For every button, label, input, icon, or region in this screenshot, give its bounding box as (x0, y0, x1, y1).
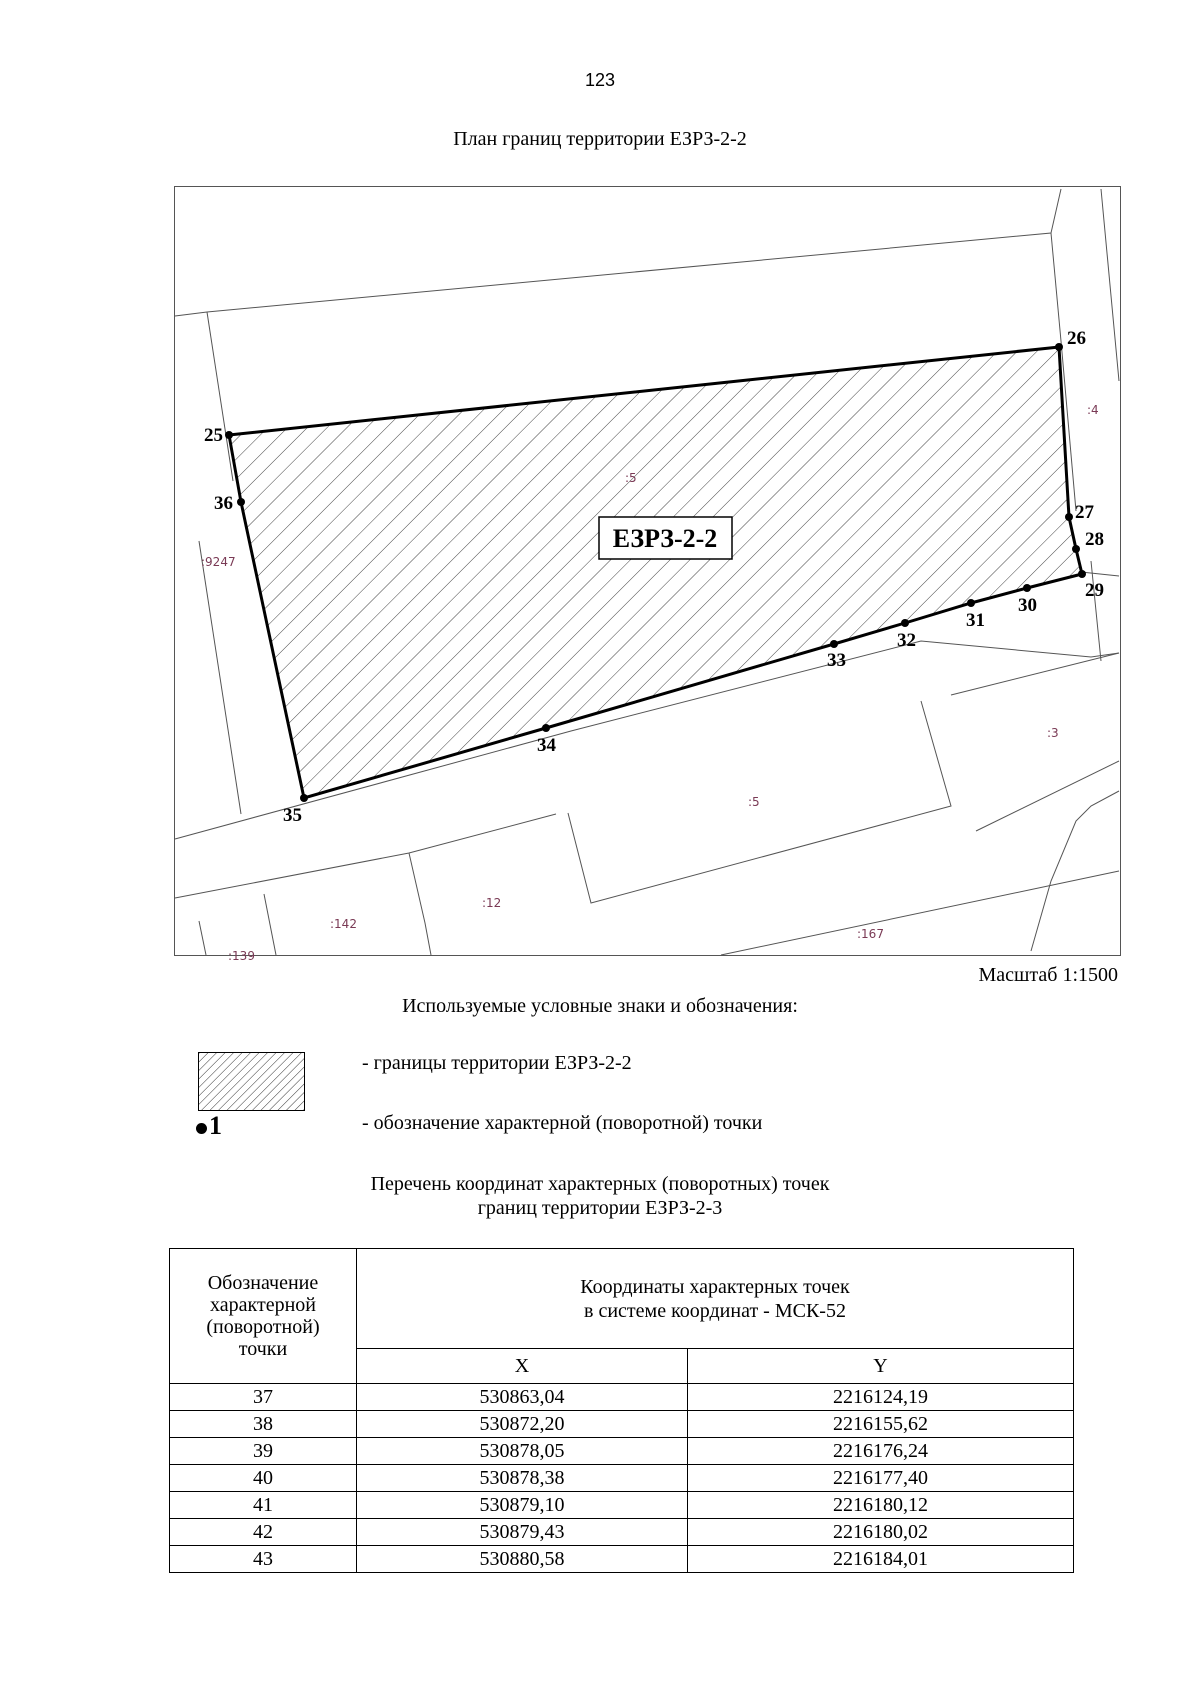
boundary-point (1065, 513, 1073, 521)
cell-y: 2216177,40 (688, 1465, 1074, 1492)
legend-title: Используемые условные знаки и обозначения: (402, 995, 798, 1017)
cell-y: 2216155,62 (688, 1411, 1074, 1438)
table-row (170, 1411, 1074, 1438)
column-header-point (170, 1249, 357, 1384)
point-label: 34 (537, 735, 556, 756)
parcel-label: :9247 (201, 555, 236, 569)
point-label: 35 (283, 805, 302, 826)
map-scale: Масштаб 1:1500 (978, 964, 1118, 986)
boundary-point (225, 431, 233, 439)
zone-label: ЕЗРЗ-2-2 (612, 524, 718, 553)
cell-y: 2216180,12 (688, 1492, 1074, 1519)
point-label: 36 (214, 493, 233, 514)
cell-point: 43 (170, 1546, 357, 1573)
cell-y: 2216184,01 (688, 1546, 1074, 1573)
coordinates-table (169, 1248, 1074, 1573)
cell-x: 530878,38 (357, 1465, 688, 1492)
point-label: 32 (897, 630, 916, 651)
column-header-line: (поворотной) (206, 1316, 320, 1338)
point-label: 31 (966, 610, 985, 631)
table-row (170, 1519, 1074, 1546)
table-row (170, 1438, 1074, 1465)
column-header-x: X (357, 1349, 688, 1384)
table-row (170, 1465, 1074, 1492)
cell-x: 530863,04 (357, 1384, 688, 1411)
legend-point-number: 1 (209, 1111, 222, 1140)
page-number: 123 (584, 70, 616, 90)
parcel-label: :12 (482, 896, 502, 910)
cell-x: 530872,20 (357, 1411, 688, 1438)
column-header-y: Y (688, 1349, 1074, 1384)
point-label: 28 (1085, 529, 1104, 550)
table-row (170, 1546, 1074, 1573)
coordinates-heading-line1: Перечень координат характерных (поворотных) точек (370, 1173, 830, 1195)
boundary-point (830, 640, 838, 648)
cell-x: 530879,43 (357, 1519, 688, 1546)
column-header-line: точки (238, 1338, 288, 1360)
legend-boundary-text: - границы территории ЕЗРЗ-2-2 (362, 1052, 632, 1074)
parcel-label: :3 (1047, 726, 1059, 740)
boundary-point (1072, 545, 1080, 553)
cell-point: 37 (170, 1384, 357, 1411)
point-label: 29 (1085, 580, 1104, 601)
plan-title: План границ территории ЕЗРЗ-2-2 (453, 128, 747, 150)
point-label: 33 (827, 650, 846, 671)
cell-x: 530879,10 (357, 1492, 688, 1519)
boundary-point (901, 619, 909, 627)
point-label: 27 (1075, 502, 1094, 523)
column-header-line: Координаты характерных точек (580, 1275, 850, 1298)
parcel-label: :139 (228, 949, 255, 963)
column-header-line: в системе координат - МСК-52 (584, 1299, 846, 1322)
cell-point: 41 (170, 1492, 357, 1519)
cell-point: 40 (170, 1465, 357, 1492)
point-label: 26 (1067, 328, 1086, 349)
table-row (170, 1384, 1074, 1411)
point-label: 25 (204, 425, 223, 446)
point-label: 30 (1018, 595, 1037, 616)
parcel-label: :5 (748, 795, 760, 809)
column-header-line: Обозначение (207, 1272, 319, 1294)
cell-x: 530880,58 (357, 1546, 688, 1573)
map-canvas (175, 187, 1120, 963)
parcel-label: :5 (625, 471, 637, 485)
territory-map (174, 186, 1121, 963)
cell-point: 38 (170, 1411, 357, 1438)
boundary-point (1078, 570, 1086, 578)
boundary-point (967, 599, 975, 607)
boundary-point (542, 724, 550, 732)
cell-point: 39 (170, 1438, 357, 1465)
parcel-label: :142 (330, 917, 357, 931)
cell-y: 2216124,19 (688, 1384, 1074, 1411)
legend-point-symbol (196, 1110, 222, 1142)
coordinates-heading (0, 1172, 1200, 1220)
boundary-point (1023, 584, 1031, 592)
boundary-point (237, 498, 245, 506)
territory-boundary (229, 347, 1082, 798)
boundary-point (300, 794, 308, 802)
column-header-line: характерной (210, 1294, 316, 1316)
point-dot-icon (196, 1123, 207, 1134)
legend-point-text: - обозначение характерной (поворотной) точки (362, 1112, 763, 1134)
parcel-label: :167 (857, 927, 884, 941)
table-row (170, 1492, 1074, 1519)
column-header-coordinates (357, 1249, 1074, 1349)
cell-point: 42 (170, 1519, 357, 1546)
legend-boundary-symbol (198, 1052, 305, 1111)
cell-y: 2216176,24 (688, 1438, 1074, 1465)
parcel-label: :4 (1087, 403, 1099, 417)
cell-x: 530878,05 (357, 1438, 688, 1465)
coordinates-heading-line2: границ территории ЕЗРЗ-2-3 (477, 1197, 723, 1219)
cell-y: 2216180,02 (688, 1519, 1074, 1546)
boundary-point (1055, 343, 1063, 351)
